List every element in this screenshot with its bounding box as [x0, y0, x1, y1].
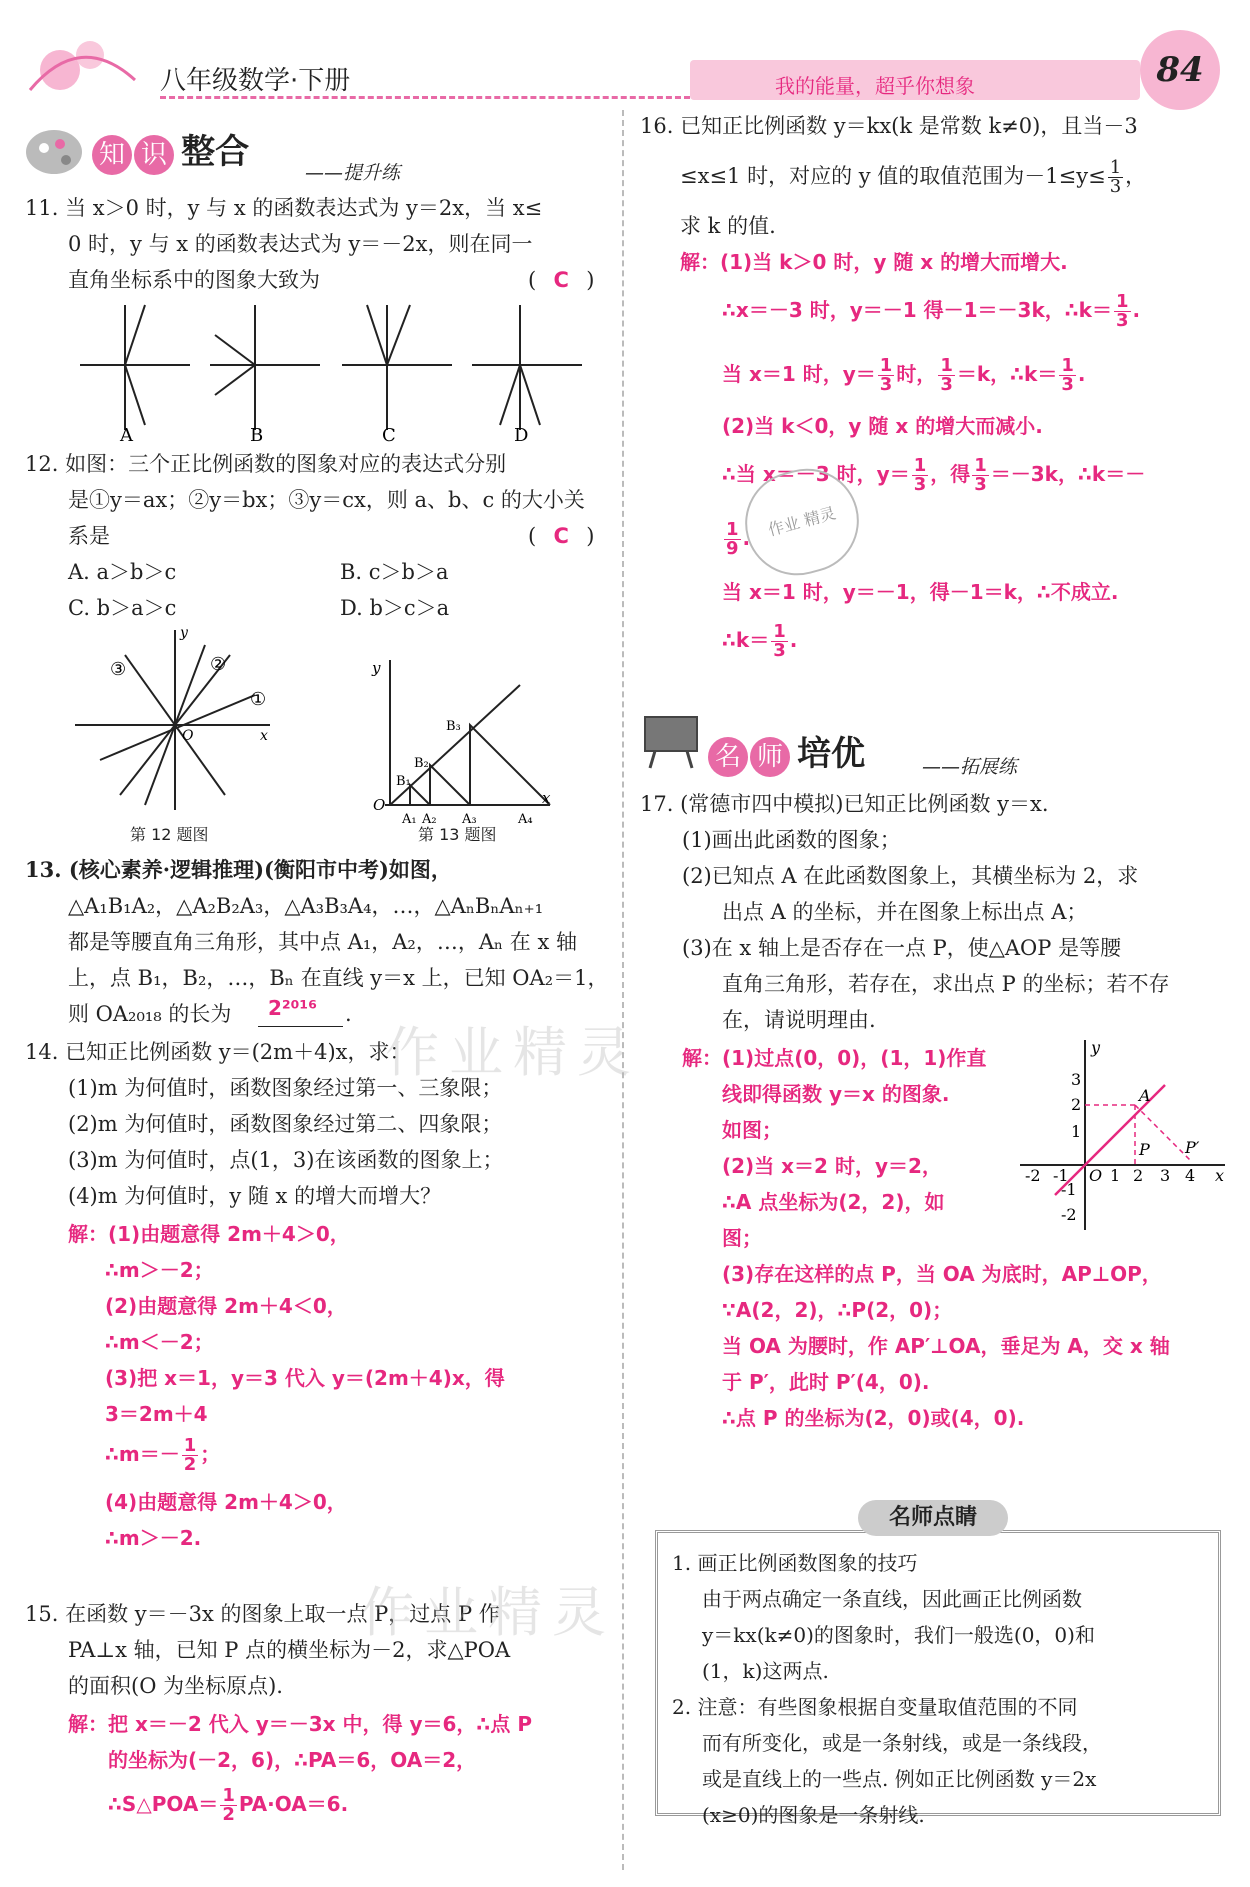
numerator: 1 — [773, 621, 786, 642]
q17-solution-5: ∴A 点坐标为(2，2)，如 — [722, 1190, 945, 1214]
numerator: 1 — [1115, 291, 1129, 312]
blackboard-icon — [640, 712, 702, 770]
q15-s3-text: ∴S△POA＝ — [108, 1792, 219, 1816]
fraction — [724, 521, 741, 558]
section-title: 整合 — [181, 132, 250, 172]
numerator: 1 — [222, 1785, 235, 1806]
q12-option-a: A. a＞b＞c — [68, 560, 177, 584]
fig17-x: x — [1215, 1166, 1225, 1185]
q12-figure — [70, 625, 290, 815]
q16-s5-b: ，得 — [930, 462, 971, 486]
fraction — [220, 1787, 237, 1824]
section-title: 培优 — [797, 734, 866, 774]
q11-answer-brackets: ( C ) — [528, 262, 594, 298]
q16-s8-text: ∴k＝ — [722, 628, 770, 652]
denominator: 3 — [940, 374, 953, 395]
fig17-y: y — [1091, 1038, 1101, 1057]
q15-line2: PA⊥x 轴，已知 P 点的横坐标为－2，求△POA — [68, 1638, 511, 1662]
fig17-tm2: -2 — [1025, 1166, 1041, 1185]
q13-label-a4: A₄ — [518, 812, 533, 827]
q16-solution-1: 解：(1)当 k＞0 时，y 随 x 的增大而增大. — [680, 250, 1068, 274]
fraction — [771, 623, 788, 660]
q11-graph-label-a: A — [120, 425, 133, 446]
q13-label-o: O — [373, 796, 386, 814]
q17-line4: 出点 A 的坐标，并在图象上标出点 A； — [722, 900, 1088, 924]
denominator: 3 — [1061, 374, 1074, 395]
q17-line2: (1)画出此函数的图象； — [682, 828, 901, 852]
q14-solution-5: (3)把 x＝1，y＝3 代入 y＝(2m＋4)x，得 — [105, 1366, 505, 1390]
q15-solution-3 — [108, 1786, 348, 1824]
header-motto: 我的能量，超乎你想象 — [775, 74, 975, 98]
fig17-label-p: P — [1139, 1140, 1150, 1159]
q11-line2: 0 时，y 与 x 的函数表达式为 y＝－2x，则在同一 — [68, 232, 533, 256]
q15-solution-1: 解：把 x＝－2 代入 y＝－3x 中，得 y＝6，∴点 P — [68, 1712, 532, 1736]
section-subtitle: ——拓展练 — [922, 756, 1018, 778]
q11-graph-label-c: C — [382, 425, 396, 446]
q17-solution-3: 如图； — [722, 1118, 782, 1142]
q13-line1: 13. (核心素养·逻辑推理)(衡阳市中考)如图， — [25, 857, 452, 882]
q11-graph-label-d: D — [514, 425, 529, 446]
header-flourish — [20, 20, 140, 100]
fig17-tym2: -2 — [1061, 1205, 1077, 1224]
q17-figure — [1015, 1035, 1230, 1235]
q13-label-b2: B₂ — [414, 756, 429, 771]
q16-solution-7: 当 x＝1 时，y＝－1，得－1＝k，∴不成立. — [722, 580, 1119, 604]
q12-answer: C — [553, 524, 569, 548]
q14-line5: (4)m 为何值时，y 随 x 的增大而增大？ — [68, 1184, 442, 1208]
denominator: 2 — [183, 1454, 197, 1475]
page-number: 84 — [1140, 30, 1220, 110]
section-subtitle: ——提升练 — [305, 162, 401, 184]
q14-solution-7 — [105, 1436, 220, 1474]
q13-label-a1: A₁ — [402, 812, 417, 827]
tip-line2: 由于两点确定一条直线，因此画正比例函数 — [702, 1587, 1082, 1611]
q16-solution-8 — [722, 622, 797, 660]
fig17-t3: 3 — [1160, 1166, 1171, 1185]
numerator: 1 — [726, 519, 739, 540]
q14-s7-text: ∴m＝－ — [105, 1442, 180, 1466]
q15-s3-end: PA·OA＝6. — [238, 1792, 349, 1816]
fig17-o: O — [1089, 1166, 1103, 1185]
numerator: 1 — [1061, 355, 1074, 376]
q14-solution-3: (2)由题意得 2m＋4＜0， — [105, 1294, 347, 1318]
q17-solution-4: (2)当 x＝2 时，y＝2， — [722, 1154, 942, 1178]
section-header-teacher — [708, 726, 865, 777]
fraction — [972, 457, 989, 494]
q14-line4: (3)m 为何值时，点(1，3)在该函数的图象上； — [68, 1148, 504, 1172]
column-divider — [622, 110, 624, 1870]
q12-line1: 12. 如图：三个正比例函数的图象对应的表达式分别 — [25, 452, 507, 476]
q16-l2-end: ， — [1125, 164, 1147, 188]
q12-option-d: D. b＞c＞a — [340, 596, 450, 620]
tip-line1: 1. 画正比例函数图象的技巧 — [672, 1551, 918, 1575]
q17-line3: (2)已知点 A 在此函数图象上，其横坐标为 2，求 — [682, 864, 1139, 888]
q12-answer-brackets: ( C ) — [528, 518, 594, 554]
q15-solution-2: 的坐标为(－2，6)，∴PA＝6，OA＝2， — [108, 1748, 477, 1772]
q16-line1: 16. 已知正比例函数 y＝kx(k 是常数 k≠0)，且当－3 — [640, 114, 1138, 138]
fraction — [912, 457, 929, 494]
fig17-ty3: 3 — [1071, 1070, 1082, 1089]
q13-answer: 2²⁰¹⁶ — [268, 996, 317, 1020]
q17-solution-2: 线即得函数 y＝x 的图象. — [722, 1082, 950, 1106]
q13-label-b3: B₃ — [446, 719, 461, 734]
q17-line7: 在，请说明理由. — [722, 1008, 876, 1032]
q16-s5-c: ＝－3k，∴k＝－ — [990, 462, 1146, 486]
fig17-label-a: A — [1139, 1086, 1151, 1105]
q12-option-c: C. b＞a＞c — [68, 596, 177, 620]
q16-solution-2 — [722, 292, 1140, 330]
q12-label-origin: O — [182, 728, 194, 744]
q11-answer: C — [553, 268, 569, 292]
q11-option-graphs — [70, 295, 610, 445]
q13-period: . — [345, 1002, 352, 1026]
q12-figure-caption: 第 12 题图 — [130, 825, 209, 844]
header-dash-line — [160, 96, 690, 99]
fraction — [878, 357, 895, 394]
fig17-t1: 1 — [1110, 1166, 1121, 1185]
numerator: 1 — [940, 355, 953, 376]
fraction — [938, 357, 955, 394]
section-badge: 识 — [134, 135, 174, 175]
fig17-t2: 2 — [1133, 1166, 1144, 1185]
section-badge: 知 — [92, 135, 132, 175]
fig17-tym1: -1 — [1061, 1180, 1077, 1199]
q13-line4: 上，点 B₁，B₂，…，Bₙ 在直线 y＝x 上，已知 OA₂＝1， — [68, 966, 609, 990]
denominator: 3 — [974, 474, 987, 495]
q12-label-x: x — [260, 728, 268, 744]
q12-label-1: ① — [250, 689, 267, 710]
q17-solution-7: (3)存在这样的点 P，当 OA 为底时，AP⊥OP， — [722, 1262, 1162, 1286]
section-header-knowledge — [92, 124, 249, 175]
q16-s6-end: . — [742, 526, 751, 550]
fraction — [1059, 357, 1076, 394]
header-book-title: 八年级数学·下册 — [160, 66, 351, 96]
q13-figure — [370, 655, 560, 827]
q16-l2-text: ≤x≤1 时，对应的 y 值的取值范围为－1≤y≤ — [680, 164, 1106, 188]
denominator: 3 — [773, 640, 786, 661]
tip-line3: y＝kx(k≠0)的图象时，我们一般选(0，0)和 — [702, 1623, 1095, 1647]
q16-s3-c: ＝k，∴k＝ — [956, 362, 1058, 386]
numerator: 1 — [913, 455, 927, 476]
fig17-label-pp: P′ — [1185, 1138, 1200, 1157]
fig17-tm1: -1 — [1053, 1166, 1069, 1185]
q13-figure-caption: 第 13 题图 — [418, 825, 497, 844]
q13-line5: 则 OA₂₀₁₈ 的长为 — [68, 1002, 232, 1026]
stamp-text: 作业 精灵 — [766, 503, 838, 540]
denominator: 9 — [726, 538, 739, 559]
denominator: 3 — [1115, 310, 1129, 331]
watermark: 作业精灵 — [360, 1581, 616, 1644]
palette-icon — [22, 118, 87, 178]
q11-graph-label-b: B — [250, 425, 264, 446]
section-badge: 师 — [750, 737, 790, 777]
fraction — [182, 1437, 199, 1474]
q13-line3: 都是等腰直角三角形，其中点 A₁，A₂，…，Aₙ 在 x 轴 — [68, 930, 577, 954]
q11-line3: 直角坐标系中的图象大致为 — [68, 268, 320, 292]
q12-line3: 系是 — [68, 524, 110, 548]
numerator: 1 — [183, 1435, 197, 1456]
q16-s3-e: . — [1077, 362, 1086, 386]
q16-solution-3 — [722, 356, 1086, 394]
q14-line3: (2)m 为何值时，函数图象经过第二、四象限； — [68, 1112, 503, 1136]
q13-label-a3: A₃ — [462, 812, 477, 827]
q17-solution-9: 当 OA 为腰时，作 AP′⊥OA，垂足为 A，交 x 轴 — [722, 1334, 1170, 1358]
q17-solution-11: ∴点 P 的坐标为(2，0)或(4，0). — [722, 1406, 1025, 1430]
q15-line3: 的面积(O 为坐标原点). — [68, 1674, 283, 1698]
q14-solution-8: (4)由题意得 2m＋4＞0， — [105, 1490, 347, 1514]
numerator: 1 — [974, 455, 987, 476]
section-badge: 名 — [708, 737, 748, 777]
tip-title: 名师点睛 — [858, 1500, 1008, 1536]
q11-line1: 11. 当 x＞0 时，y 与 x 的函数表达式为 y＝2x，当 x≤ — [25, 196, 543, 220]
q16-line2 — [680, 158, 1146, 196]
q14-solution-1: 解：(1)由题意得 2m＋4＞0， — [68, 1222, 350, 1246]
q13-label-a2: A₂ — [422, 812, 437, 827]
q16-s8-end: . — [789, 628, 798, 652]
q12-option-b: B. c＞b＞a — [340, 560, 449, 584]
q17-line6: 直角三角形，若存在，求出点 P 的坐标；若不存 — [722, 972, 1170, 996]
q14-s7-end: ； — [200, 1442, 221, 1466]
q16-s3-b: 时， — [896, 362, 937, 386]
tip-line4: (1，k)这两点. — [702, 1659, 829, 1683]
fig17-ty2: 2 — [1071, 1095, 1082, 1114]
q16-s2-text: ∴x＝－3 时，y＝－1 得－1＝－3k，∴k＝ — [722, 298, 1112, 322]
q14-solution-2: ∴m＞－2； — [105, 1258, 214, 1282]
denominator: 3 — [913, 474, 927, 495]
tip-line7: 或是直线上的一些点. 例如正比例函数 y＝2x — [702, 1767, 1097, 1791]
q17-line1: 17. (常德市四中模拟)已知正比例函数 y＝x. — [640, 792, 1049, 816]
q12-label-3: ③ — [110, 659, 127, 680]
watermark: 作业精灵 — [385, 1021, 641, 1084]
tip-line8: (x≥0)的图象是一条射线. — [702, 1803, 925, 1827]
q16-s2-end: . — [1132, 298, 1141, 322]
q16-line3: 求 k 的值. — [680, 214, 776, 238]
denominator: 3 — [1109, 176, 1122, 197]
q14-solution-9: ∴m＞－2. — [105, 1526, 202, 1550]
q14-line2: (1)m 为何值时，函数图象经过第一、三象限； — [68, 1076, 503, 1100]
q17-solution-8: ∵A(2，2)，∴P(2，0)； — [722, 1298, 953, 1322]
q14-line1: 14. 已知正比例函数 y＝(2m＋4)x，求： — [25, 1040, 411, 1064]
fraction — [1108, 159, 1123, 196]
q13-label-y: y — [372, 659, 381, 677]
q16-solution-4: (2)当 k＜0，y 随 x 的增大而减小. — [722, 414, 1043, 438]
q13-label-b1: B₁ — [396, 774, 411, 789]
q15-line1: 15. 在函数 y＝－3x 的图象上取一点 P，过点 P 作 — [25, 1602, 500, 1626]
fraction — [1114, 293, 1131, 330]
q12-label-2: ② — [210, 654, 227, 675]
q12-line2: 是①y＝ax；②y＝bx；③y＝cx，则 a、b、c 的大小关 — [68, 488, 585, 512]
numerator: 1 — [1109, 157, 1122, 178]
q12-label-y: y — [180, 625, 188, 641]
tip-line6: 而有所变化，或是一条射线，或是一条线段， — [702, 1731, 1102, 1755]
q13-label-x: x — [542, 789, 551, 807]
fig17-t4: 4 — [1185, 1166, 1196, 1185]
q17-solution-10: 于 P′，此时 P′(4，0). — [722, 1370, 930, 1394]
numerator: 1 — [879, 355, 893, 376]
q14-solution-6: 3＝2m＋4 — [105, 1402, 208, 1426]
q17-line5: (3)在 x 轴上是否存在一点 P，使△AOP 是等腰 — [682, 936, 1122, 960]
denominator: 3 — [879, 374, 893, 395]
q17-solution-1: 解：(1)过点(0，0)，(1，1)作直 — [682, 1046, 987, 1070]
q13-line2: △A₁B₁A₂，△A₂B₂A₃，△A₃B₃A₄，…，△AₙBₙAₙ₊₁ — [68, 894, 544, 918]
q14-solution-4: ∴m＜－2； — [105, 1330, 214, 1354]
q17-solution-6: 图； — [722, 1226, 762, 1250]
fig17-ty1: 1 — [1071, 1122, 1082, 1141]
tip-line5: 2. 注意：有些图象根据自变量取值范围的不同 — [672, 1695, 1078, 1719]
q16-s5-a: ∴当 x＝－3 时，y＝ — [722, 462, 910, 486]
q16-s3-a: 当 x＝1 时，y＝ — [722, 362, 876, 386]
denominator: 2 — [222, 1804, 235, 1825]
